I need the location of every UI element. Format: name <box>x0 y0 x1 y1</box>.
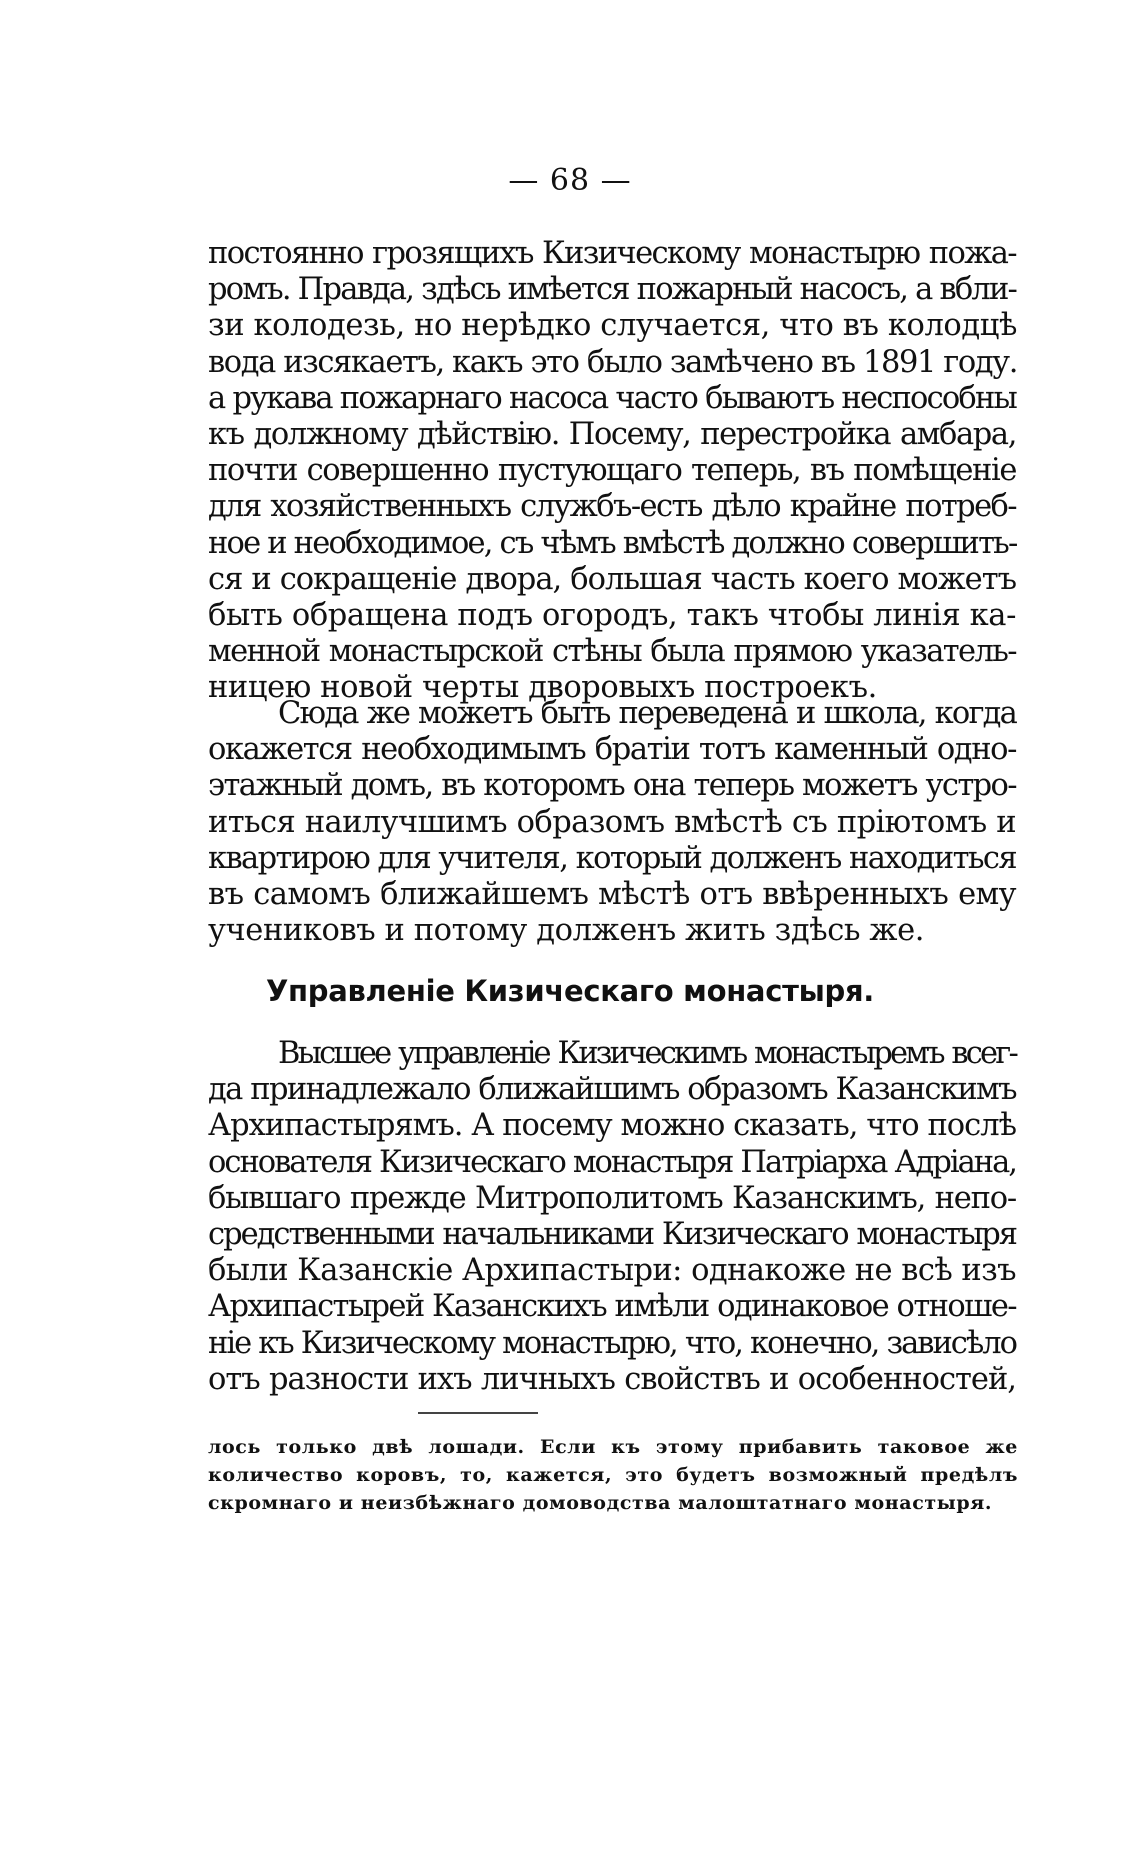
text-line: основателя Кизическаго монастыря Патріарха Адріана, <box>208 1144 1016 1180</box>
footnote <box>208 1433 1018 1517</box>
text-line: отъ разности ихъ личныхъ свойствъ и особенностей, <box>208 1361 1016 1397</box>
footnote-divider <box>418 1412 538 1414</box>
text-line: этажный домъ, въ которомъ она теперь можетъ устро- <box>208 768 1016 804</box>
text-line: да принадлежало ближайшимъ образомъ Казанскимъ <box>208 1072 1016 1108</box>
text-line: а рукава пожарнаго насоса часто бываютъ неспособны <box>208 380 1016 416</box>
text-line: постоянно грозящихъ Кизическому монастырю пожа- <box>208 236 1016 271</box>
text-line: средственными начальниками Кизическаго монастыря <box>208 1216 1016 1252</box>
text-line: къ должному дѣйствію. Посему, перестройка амбара, <box>208 416 1016 452</box>
text-line: въ самомъ ближайшемъ мѣстѣ отъ ввѣренныхъ ему <box>208 876 1016 912</box>
text-line: ся и сокращеніе двора, большая часть коего можетъ <box>208 561 1016 597</box>
text-line: бывшаго прежде Митрополитомъ Казанскимъ, непо- <box>208 1180 1016 1216</box>
text-line: почти совершенно пустующаго теперь, въ помѣщеніе <box>208 453 1016 489</box>
footnote-line: лось только двѣ лошади. Если къ этому прибавить таковое же <box>208 1436 1018 1458</box>
text-line: Высшее управленіе Кизическимъ монастыремъ всег- <box>278 1036 1016 1071</box>
text-line: иться наилучшимъ образомъ вмѣстѣ съ пріютомъ и <box>208 804 1016 840</box>
text-line: вода изсякаетъ, какъ это было замѣчено въ 1891 году. <box>208 344 1018 380</box>
page-number: — 68 — <box>508 163 632 198</box>
text-line: для хозяйственныхъ службъ-есть дѣло крайне потреб- <box>208 489 1016 525</box>
text-line: ніе къ Кизическому монастырю, что, конечно, зависѣло <box>208 1325 1016 1361</box>
text-line: менной монастырской стѣны была прямою указатель- <box>208 634 1016 670</box>
text-line: Архипастырямъ. А посему можно сказать, что послѣ <box>208 1108 1016 1144</box>
section-heading: Управленіе Кизическаго монастыря. <box>265 974 875 1008</box>
text-line: ромъ. Правда, здѣсь имѣется пожарный насосъ, а вбли- <box>208 272 1016 308</box>
footnote-line: количество коровъ, то, кажется, это будетъ возможный предѣлъ <box>208 1464 1018 1486</box>
paragraph-3 <box>208 1036 1016 1398</box>
text-line: ное и необходимое, съ чѣмъ вмѣстѣ должно совершить- <box>208 525 1017 561</box>
paragraph-2 <box>208 696 1016 949</box>
paragraph-1 <box>208 236 1016 706</box>
footnote-line: скромнаго и неизбѣжнаго домоводства малоштатнаго монастыря. <box>208 1492 993 1514</box>
text-line: быть обращена подъ огородъ, такъ чтобы линія ка- <box>208 597 1016 633</box>
text-line: Сюда же можетъ быть переведена и школа, когда <box>278 696 1016 731</box>
text-line: окажется необходимымъ братіи тотъ каменный одно- <box>208 732 1016 768</box>
text-line: учениковъ и потому долженъ жить здѣсь же. <box>208 913 925 949</box>
text-line: зи колодезь, но нерѣдко случается, что въ колодцѣ <box>208 308 1017 344</box>
text-line: ницею новой черты дворовыхъ построекъ. <box>208 670 877 706</box>
text-line: Архипастырей Казанскихъ имѣли одинаковое отноше- <box>208 1289 1016 1325</box>
text-line: квартирою для учителя, который долженъ находиться <box>208 840 1016 876</box>
text-line: были Казанскіе Архипастыри: однакоже не всѣ изъ <box>208 1253 1016 1289</box>
